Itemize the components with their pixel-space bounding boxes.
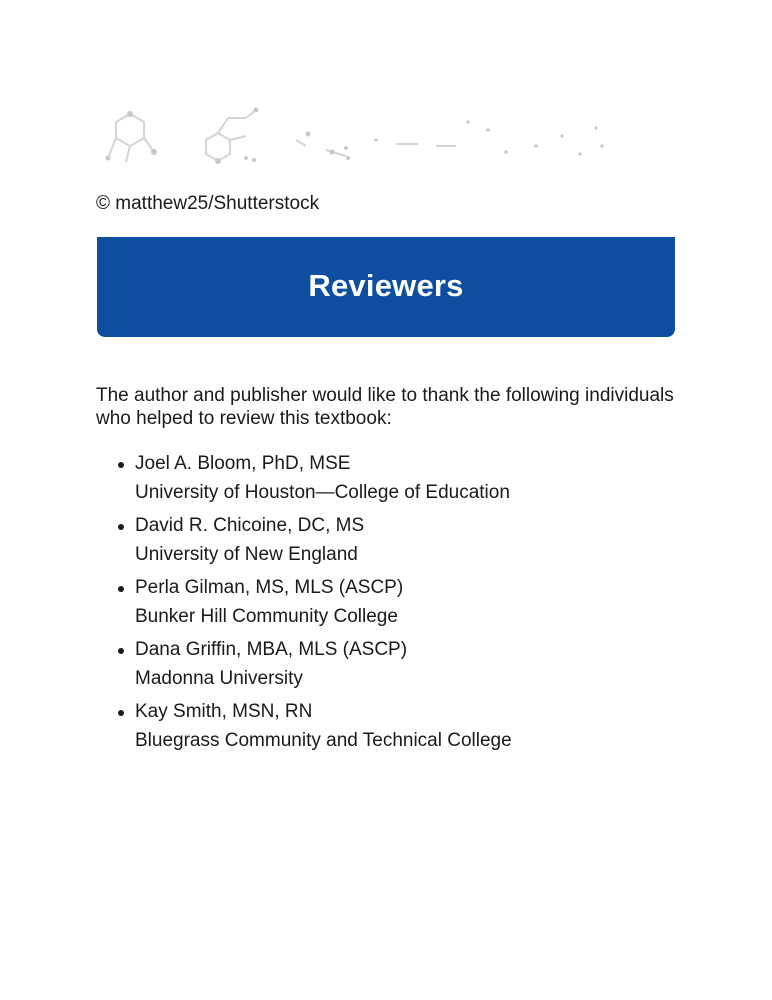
reviewer-item — [96, 576, 696, 638]
section-heading-banner — [97, 237, 675, 337]
section-title: Reviewers — [308, 268, 464, 303]
bullet-icon — [118, 462, 124, 468]
reviewer-name: Dana Griffin, MBA, MLS (ASCP) — [135, 639, 408, 660]
reviewer-affiliation: Bluegrass Community and Technical College — [135, 730, 512, 751]
reviewer-item — [96, 452, 696, 514]
bullet-icon — [118, 586, 124, 592]
reviewer-item — [96, 514, 696, 576]
reviewer-item — [96, 700, 696, 762]
reviewer-affiliation: Bunker Hill Community College — [135, 606, 398, 627]
image-credit: © matthew25/Shutterstock — [96, 193, 320, 214]
bullet-icon — [118, 710, 124, 716]
bullet-icon — [118, 648, 124, 654]
reviewer-name: Kay Smith, MSN, RN — [135, 701, 313, 722]
bullet-icon — [118, 524, 124, 530]
reviewer-affiliation: Madonna University — [135, 668, 303, 689]
reviewer-name: Perla Gilman, MS, MLS (ASCP) — [135, 577, 404, 598]
reviewer-list — [96, 452, 696, 762]
reviewer-name: Joel A. Bloom, PhD, MSE — [135, 453, 351, 474]
reviewer-name: David R. Chicoine, DC, MS — [135, 515, 365, 536]
reviewer-affiliation: University of New England — [135, 544, 358, 565]
intro-paragraph: The author and publisher would like to thank the following individuals who helped to review this textbook: — [96, 385, 674, 429]
molecule-banner-image — [96, 100, 616, 170]
reviewer-item — [96, 638, 696, 700]
reviewer-affiliation: University of Houston—College of Education — [135, 482, 510, 503]
